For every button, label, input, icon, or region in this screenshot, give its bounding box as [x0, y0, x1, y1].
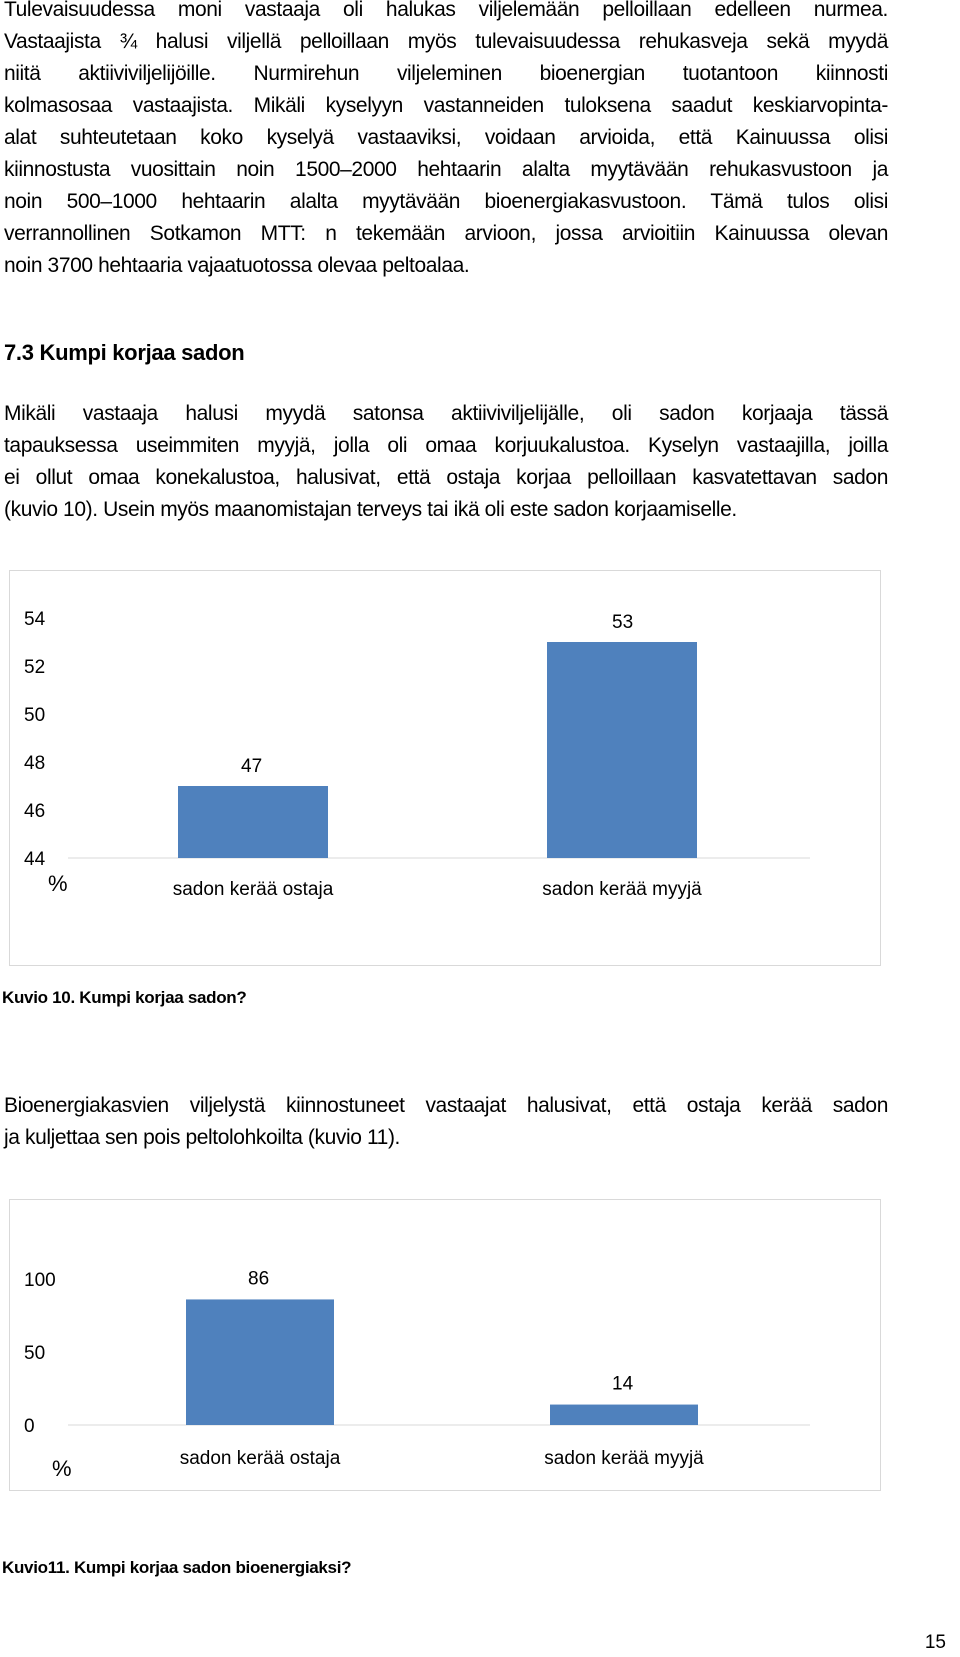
figure-caption-2: Kuvio11. Kumpi korjaa sadon bioenergiaksi? [2, 1558, 352, 1577]
text-line: ja kuljettaa sen pois peltolohkoilta (kuvio 11). [4, 1126, 400, 1149]
x-category-label: sadon kerää myyjä [544, 1448, 704, 1469]
data-label: 86 [248, 1268, 270, 1290]
text-line: Mikäli vastaaja halusi myydä satonsa aktiiviviljelijälle, oli sadon korjaaja tässä [4, 402, 888, 425]
chart-frame-1 [9, 570, 881, 966]
y-tick-label: 44 [24, 849, 46, 870]
section-paragraph [4, 398, 888, 526]
y-tick-label: 50 [24, 705, 46, 726]
text-line: verrannollinen Sotkamon MTT: n tekemään arvioon, jossa arvioitiin Kainuussa olevan [4, 222, 888, 245]
figure-caption-1: Kuvio 10. Kumpi korjaa sadon? [2, 988, 247, 1007]
middle-paragraph [4, 1090, 888, 1154]
y-tick-label: 52 [24, 657, 46, 678]
bar [547, 642, 697, 858]
text-line: Tulevaisuudessa moni vastaaja oli halukas viljelemään pelloillaan edelleen nurmea. [4, 0, 888, 21]
text-line: noin 3700 hehtaaria vajaatuotossa olevaa peltoalaa. [4, 254, 470, 277]
intro-paragraph [4, 0, 888, 282]
data-label: 53 [612, 612, 634, 633]
y-tick-label: 0 [24, 1416, 35, 1437]
y-unit-label: % [48, 871, 68, 896]
chart-frame-2 [9, 1199, 881, 1491]
y-tick-label: 46 [24, 801, 46, 822]
y-tick-label: 48 [24, 753, 46, 774]
y-tick-label: 100 [24, 1270, 56, 1291]
x-category-label: sadon kerää ostaja [179, 1448, 341, 1469]
section-heading: 7.3 Kumpi korjaa sadon [4, 340, 245, 365]
y-tick-label: 50 [24, 1343, 46, 1364]
text-line: ei ollut omaa konekalustoa, halusivat, että ostaja korjaa pelloillaan kasvatettavan sadon [4, 466, 888, 489]
x-category-label: sadon kerää myyjä [542, 879, 702, 900]
bar [186, 1299, 334, 1425]
text-line: kiinnostusta vuosittain noin 1500–2000 hehtaarin alalta myytävään rehukasvustoon ja [4, 158, 888, 181]
data-label: 14 [612, 1373, 634, 1395]
text-line: kolmasosaa vastaajista. Mikäli kyselyyn vastanneiden tuloksena saadut keskiarvopinta- [4, 94, 888, 117]
bar [550, 1405, 698, 1425]
text-line: Bioenergiakasvien viljelystä kiinnostuneet vastaajat halusivat, että ostaja kerää sadon [4, 1094, 888, 1117]
bar [178, 786, 328, 858]
page-number: 15 [924, 1632, 946, 1653]
bar-chart-1 [10, 571, 880, 965]
x-category-label: sadon kerää ostaja [172, 879, 334, 900]
y-tick-label: 54 [24, 609, 46, 630]
text-line: niitä aktiiviviljelijöille. Nurmirehun viljeleminen bioenergian tuotantoon kiinnosti [4, 62, 888, 85]
y-unit-label: % [52, 1456, 72, 1481]
bar-chart-2 [10, 1200, 880, 1490]
text-line: tapauksessa useimmiten myyjä, jolla oli omaa korjuukalustoa. Kyselyn vastaajilla, joilla [4, 434, 888, 457]
text-line: noin 500–1000 hehtaarin alalta myytävään bioenergiakasvustoon. Tämä tulos olisi [4, 190, 888, 213]
text-line: alat suhteutetaan koko kyselyä vastaaviksi, voidaan arvioida, että Kainuussa olisi [4, 126, 888, 149]
text-line: (kuvio 10). Usein myös maanomistajan terveys tai ikä oli este sadon korjaamiselle. [4, 498, 737, 521]
data-label: 47 [241, 756, 263, 777]
text-line: Vastaajista ¾ halusi viljellä pelloillaan myös tulevaisuudessa rehukasveja sekä myydä [4, 30, 888, 53]
